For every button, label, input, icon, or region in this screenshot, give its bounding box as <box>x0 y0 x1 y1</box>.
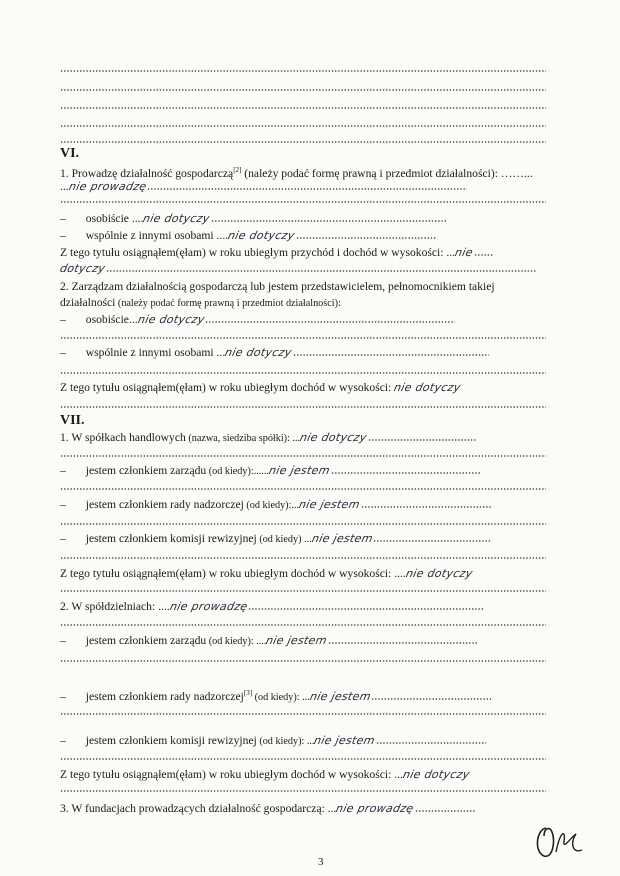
dotted-line <box>60 141 546 143</box>
dotted-line <box>60 488 546 490</box>
vii-item1-supervisory: – jestem członkiem rady nadzorczej (od kiedy):...nie jestem <box>60 498 550 513</box>
signature-initials <box>532 822 588 862</box>
vii-item2-line: 2. W spółdzielniach: ....nie prowadzę <box>60 600 550 614</box>
dotted-line <box>60 523 546 525</box>
dotted-line <box>60 89 546 91</box>
vi-item1-income: Z tego tytułu osiągnąłem(ęłam) w roku ubiegłym przychód i dochód w wysokości: ...nie <box>60 246 550 260</box>
dotted-line <box>60 713 546 715</box>
vii-item2-income: Z tego tytułu osiągnąłem(ęłam) w roku ubiegłym dochód w wysokości: ...nie dotyczy <box>60 768 471 781</box>
section-vi-heading: VI. <box>60 146 80 161</box>
handwritten-answer: nie prowadzę <box>67 180 148 193</box>
vi-item2-line2: działalności (należy podać formę prawną i przedmiot działalności): <box>60 296 341 309</box>
dotted-line <box>60 70 546 72</box>
vi-item1-personally: – osobiście ....nie dotyczy <box>60 212 550 226</box>
vii-item2-board: – jestem członkiem zarządu (od kiedy): ....nie jestem <box>60 634 550 649</box>
vi-item1-line: 1. Prowadzę działalność gospodarczą[2] (należy podać formę prawną i przedmiot działalności): ……... <box>60 166 533 180</box>
section-vii-heading: VII. <box>60 413 85 428</box>
vii-item1-income: Z tego tytułu osiągnąłem(ęłam) w roku ubiegłym dochód w wysokości: ....nie dotyczy <box>60 567 474 580</box>
vii-item1-audit: – jestem członkiem komisji rewizyjnej (od kiedy) ...nie jestem <box>60 532 550 547</box>
vii-item2-audit: – jestem członkiem komisji rewizyjnej (od kiedy): ...nie jestem <box>60 734 550 749</box>
vi-item2-jointly: – wspólnie z innymi osobami ...nie dotyczy <box>60 346 550 360</box>
vii-item1-line: 1. W spółkach handlowych (nazwa, siedziba spółki): ...nie dotyczy <box>60 431 550 446</box>
vi-item1-income-cont: dotyczy <box>60 262 550 276</box>
dotted-line <box>60 201 546 203</box>
dotted-line <box>60 758 546 760</box>
dotted-line <box>60 406 546 408</box>
dotted-line <box>60 790 546 792</box>
dotted-line <box>60 455 546 457</box>
dotted-line <box>60 337 546 339</box>
dotted-line <box>60 624 546 626</box>
dotted-line <box>60 590 546 592</box>
dotted-line <box>60 372 546 374</box>
vii-item1-board: – jestem członkiem zarządu (od kiedy):......nie jestem <box>60 464 550 479</box>
dotted-line <box>60 660 546 662</box>
vii-item3-line: 3. W fundacjach prowadzących działalność gospodarczą: ...nie prowadzę <box>60 802 550 816</box>
vi-item1-answer: ...nie prowadzę <box>60 180 550 194</box>
dotted-line <box>60 557 546 559</box>
vi-item2-income: Z tego tytułu osiągnąłem(ęłam) w roku ubiegłym dochód w wysokości: nie dotyczy <box>60 381 463 394</box>
vi-item2-personally: – osobiście...nie dotyczy <box>60 313 550 327</box>
dotted-line <box>60 125 546 127</box>
vi-item2-line: 2. Zarządzam działalnością gospodarczą lub jestem przedstawicielem, pełnomocnikiem takiej <box>60 280 495 293</box>
vii-item2-supervisory: – jestem członkiem rady nadzorczej[3] (od kiedy): ...nie jestem <box>60 686 550 705</box>
page-number: 3 <box>318 856 324 868</box>
vi-item1-jointly: – wspólnie z innymi osobami ....nie dotyczy <box>60 229 550 243</box>
dotted-line <box>60 107 546 109</box>
